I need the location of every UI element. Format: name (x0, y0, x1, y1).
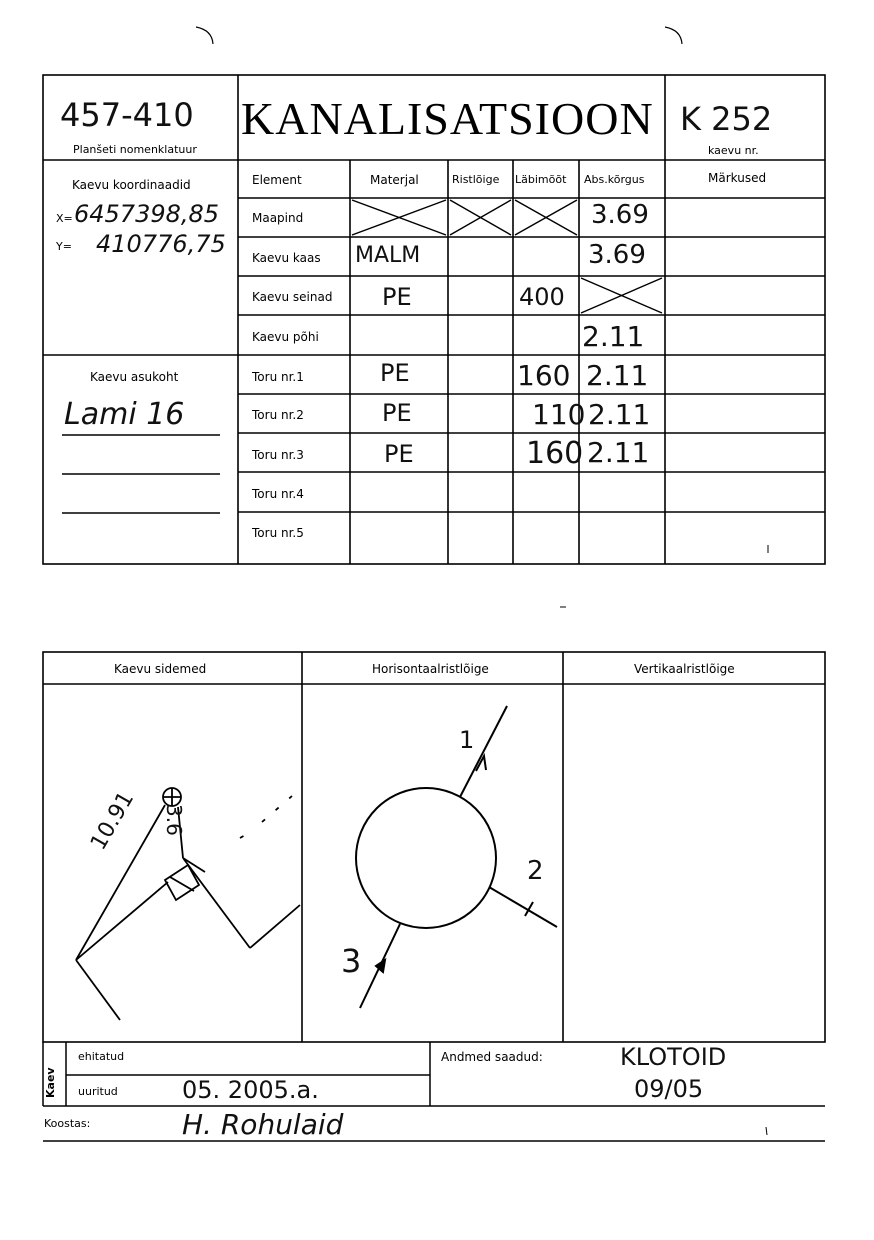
row-element: Toru nr.3 (252, 448, 304, 462)
x-coordinate-value: 6457398,85 (74, 200, 220, 228)
row-element: Toru nr.1 (252, 370, 304, 384)
uuritud-value: 05. 2005.a. (182, 1076, 319, 1104)
location-underlines (62, 435, 220, 513)
row-material: PE (380, 359, 410, 387)
row-material: PE (384, 440, 414, 468)
row-height: 2.11 (582, 320, 645, 353)
ehitatud-label: ehitatud (78, 1050, 125, 1063)
andmed-label: Andmed saadud: (441, 1050, 543, 1064)
sidemed-dimension-a: 10.91 (86, 787, 140, 855)
well-number-value: K 252 (680, 100, 773, 138)
x-prefix: X= (56, 212, 73, 225)
header-element: Element (252, 173, 302, 187)
pipe-2-label: 2 (527, 856, 544, 886)
location-label: Kaevu asukoht (90, 370, 179, 384)
row-height: 2.11 (587, 436, 650, 469)
header-diameter: Läbimõõt (515, 173, 567, 186)
row-element: Kaevu kaas (252, 251, 321, 265)
pipe-1-label: 1 (459, 726, 475, 754)
row-material: PE (382, 399, 412, 427)
row-diameter: 400 (519, 283, 565, 311)
uuritud-label: uuritud (78, 1085, 118, 1098)
col-vertical-header: Vertikaalristlõige (634, 662, 735, 676)
row-height: 2.11 (588, 398, 651, 431)
row-element: Toru nr.2 (252, 408, 304, 422)
row-element: Kaevu põhi (252, 330, 319, 344)
well-number-label: kaevu nr. (708, 144, 759, 157)
punch-mark-left (196, 27, 213, 44)
row-diameter: 110 (532, 398, 586, 431)
row-element: Kaevu seinad (252, 290, 333, 304)
page-title: KANALISATSIOON (241, 93, 654, 144)
pipe-3-label: 3 (341, 942, 362, 980)
header-notes: Märkused (708, 171, 767, 185)
punch-mark-right (665, 27, 682, 44)
row-diameter: 160 (526, 436, 584, 471)
row-material: MALM (355, 243, 421, 268)
nomenclature-value: 457-410 (60, 96, 194, 134)
row-element: Maapind (252, 211, 304, 225)
row-material: PE (382, 283, 412, 311)
col-horizontal-header: Horisontaalristlõige (372, 662, 489, 676)
andmed-value-source: KLOTOID (620, 1043, 727, 1071)
location-value: Lami 16 (64, 397, 185, 432)
header-material: Materjal (370, 173, 419, 187)
andmed-value-date: 09/05 (634, 1075, 704, 1103)
y-prefix: Y= (56, 240, 72, 253)
kaev-label: Kaev (44, 1067, 57, 1098)
row-height: 2.11 (586, 359, 649, 392)
lower-frame (43, 652, 825, 1042)
row-height: 3.69 (588, 240, 646, 270)
row-element: Toru nr.4 (252, 487, 304, 501)
y-coordinate-value: 410776,75 (96, 230, 226, 258)
row-element: Toru nr.5 (252, 526, 304, 540)
header-abs-height: Abs.kõrgus (584, 173, 645, 186)
koostas-value: H. Rohulaid (182, 1108, 344, 1141)
stray-mark (766, 1127, 767, 1135)
koostas-label: Koostas: (44, 1117, 91, 1130)
header-cross-section: Ristlõige (452, 173, 500, 186)
nomenclature-label: Planšeti nomenklatuur (73, 143, 197, 156)
coordinates-label: Kaevu koordinaadid (72, 178, 191, 192)
row-diameter: 160 (517, 359, 571, 392)
col-sidemed-header: Kaevu sidemed (114, 662, 207, 676)
sidemed-dimension-b: 3.6 (162, 804, 186, 836)
row-height: 3.69 (591, 200, 649, 230)
